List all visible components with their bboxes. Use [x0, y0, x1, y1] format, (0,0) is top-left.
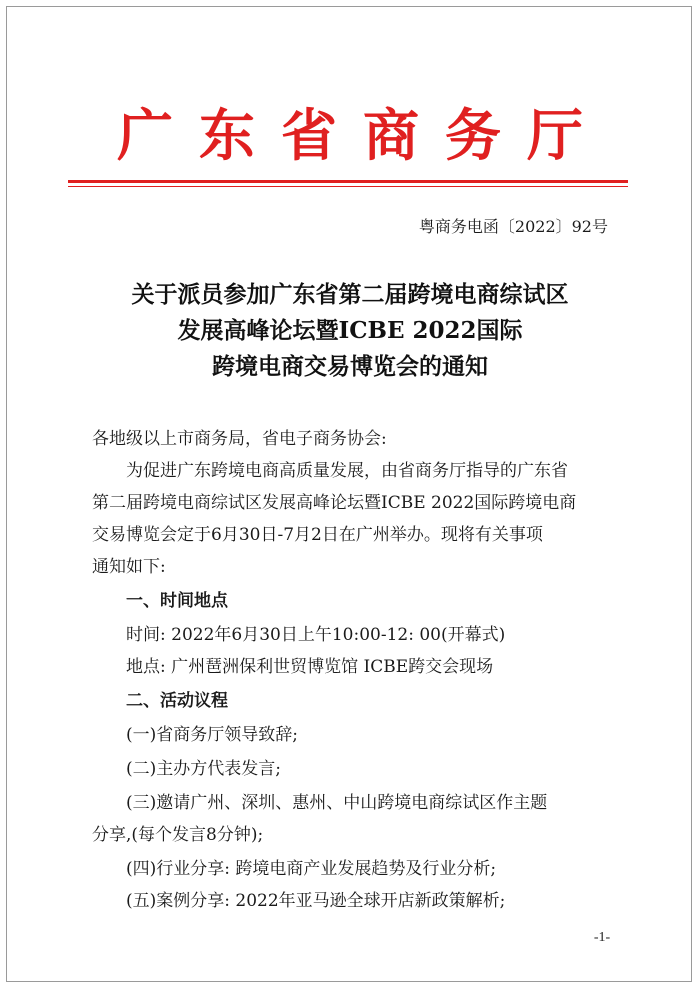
document-number: 粤商务电函〔2022〕92号 [418, 217, 608, 236]
page-number: -1- [593, 930, 611, 945]
agenda-item-3: (三)邀请广州、深圳、惠州、中山跨境电商综试区作主题 [126, 793, 548, 813]
doc-title-line-1: 关于派员参加广东省第二届跨境电商综试区 [131, 281, 569, 308]
intro-line-3: 交易博览会定于6月30日-7月2日在广州举办。现将有关事项 [92, 525, 543, 545]
header-rule-thin [68, 186, 628, 187]
salutation: 各地级以上市商务局，省电子商务协会: [92, 429, 387, 449]
agenda-item-4: (四)行业分享: 跨境电商产业发展趋势及行业分析; [126, 859, 497, 879]
agenda-item-2: (二)主办方代表发言; [126, 759, 281, 779]
intro-line-4: 通知如下: [92, 557, 166, 577]
agenda-item-5: (五)案例分享: 2022年亚马逊全球开店新政策解析; [126, 891, 506, 911]
header-rule-thick [68, 180, 628, 183]
agenda-item-1: (一)省商务厅领导致辞; [126, 725, 298, 745]
doc-title-line-3: 跨境电商交易博览会的通知 [212, 353, 488, 380]
org-header-title: 广东省商务厅 [117, 103, 609, 169]
intro-line-2: 第二届跨境电商综试区发展高峰论坛暨ICBE 2022国际跨境电商 [92, 493, 577, 513]
doc-title-line-2: 发展高峰论坛暨ICBE 2022国际 [177, 317, 523, 344]
section2-heading: 二、活动议程 [126, 691, 228, 711]
section1-time: 时间: 2022年6月30日上午10:00-12: 00(开幕式) [126, 625, 506, 645]
agenda-item-3-cont: 分享,(每个发言8分钟); [92, 825, 264, 845]
intro-line-1: 为促进广东跨境电商高质量发展，由省商务厅指导的广东省 [126, 461, 568, 481]
section1-heading: 一、时间地点 [126, 591, 228, 611]
section1-place: 地点: 广州琶洲保利世贸博览馆 ICBE跨交会现场 [126, 657, 494, 677]
